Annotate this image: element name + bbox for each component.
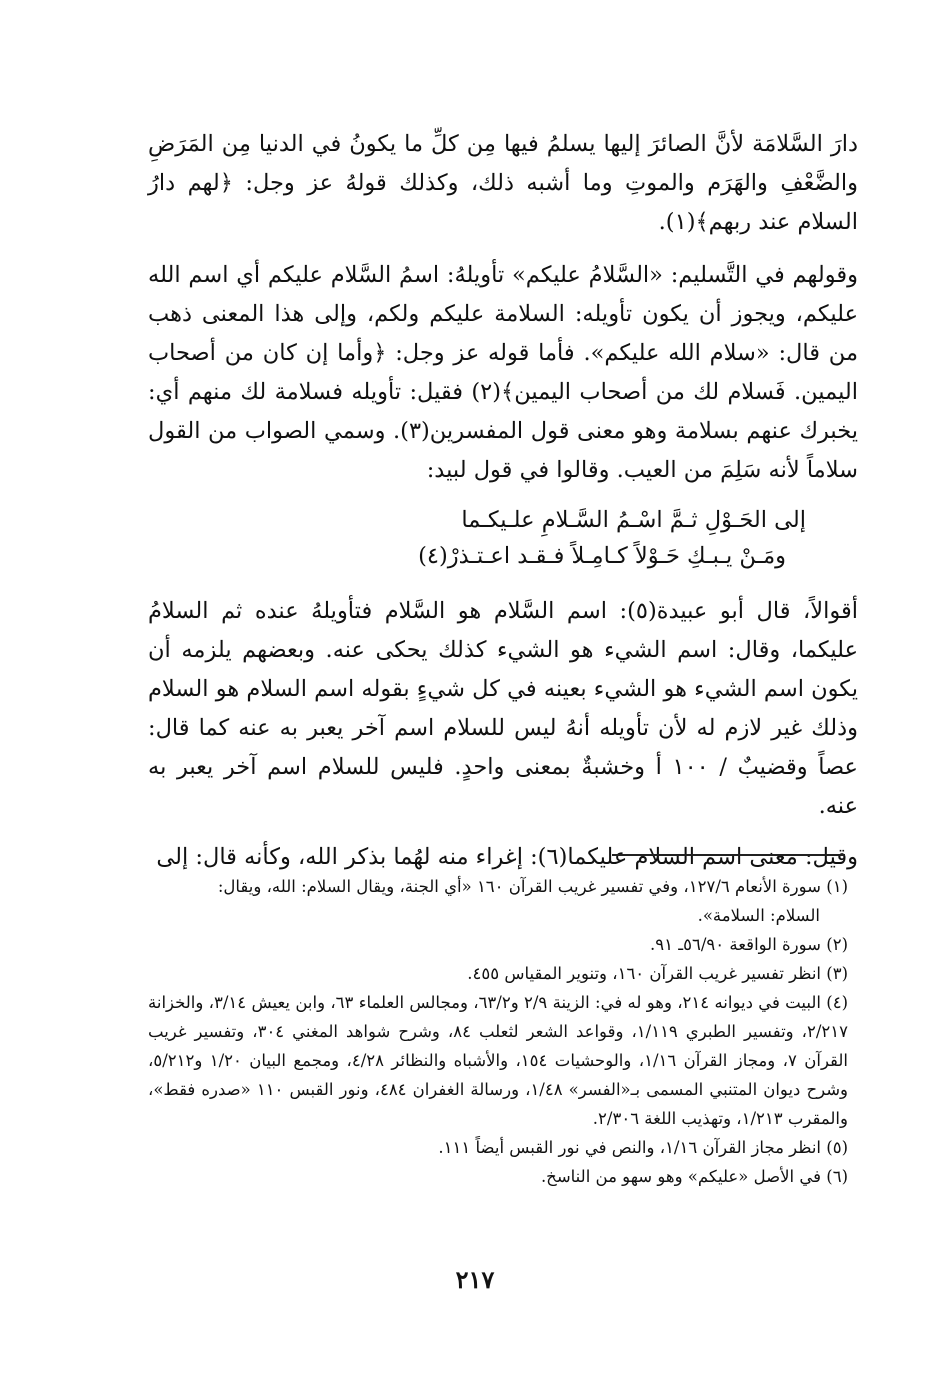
- footnote-1-continuation: السلام: السلامة».: [697, 906, 820, 925]
- footnote-6: (٦) في الأصل «عليكم» وهو سهو من الناسخ.: [540, 1167, 848, 1186]
- poem-verse: [148, 502, 858, 574]
- paragraph-4: وقيل: معنى اسم السلام عليكما(٦): إغراء منه لهُما بذكر الله، وكأنه قال: إلى: [156, 844, 858, 870]
- footnote-3: (٣) انظر تفسير غريب القرآن ١٦٠، وتنوير المقياس ٤٥٥.: [467, 964, 848, 983]
- footnote-2: (٢) سورة الواقعة ٥٦/٩٠ـ ٩١.: [650, 935, 848, 954]
- page-number: ٢١٧: [455, 1265, 495, 1294]
- footnote-4: (٤) البيت في ديوانه ٢١٤، وهو له في: الزينة ٢/٩ و٦٣/٢، ومجالس العلماء ٦٣، وابن يعيش ٣/١٤، والخزانة ٢/٢١٧، وتفسير الطبري ١/١١٩، وقواعد الشعر لثعلب ٨٤، وشرح شواهد المغني ٣٠٤، وتفسير غريب القرآن ٧، ومجاز القرآن ١/١٦، والوحشيات ١٥٤، والأشباه والنظائر ٤/٢٨، ومجمع البيان ١/٢٠ و٥/٢١٢، وشرح ديوان المتنبي المسمى بـ«الفسر» ١/٤٨، ورسالة الغفران ٤٨٤، ونور القبس ١١٠ «صدره فقط»، والمقرب ١/٢١٣، وتهذيب اللغة ٢/٣٠٦.: [148, 993, 849, 1128]
- main-text: [148, 125, 858, 877]
- paragraph-1: دارَ السَّلامَة لأنَّ الصائرَ إليها يسلمُ فيها مِن كلِّ ما يكونُ في الدنيا مِن المَرَضِ والضَّعْفِ والهَرَم والموتِ وما أشبه ذلك، وكذلك قولهُ عز وجل: ﴿لهم دارُ السلام عند ربهم﴾(١).: [148, 131, 858, 235]
- footnote-divider: [612, 854, 845, 856]
- footnotes: [148, 872, 848, 1191]
- paragraph-2: وقولهم في التَّسليم: «السَّلامُ عليكم» تأويلهُ: اسمُ السَّلام عليكم أي اسم الله عليكم، ويجوز أن يكون تأويله: السلامة عليكم ولكم، وإلى هذا المعنى ذهب من قال: «سلام الله عليكم». فأما قوله عز وجل: ﴿وأما إن كان من أصحاب اليمين. فَسلام لك من أصحاب اليمين﴾(٢) فقيل: تأويله فسلامة لك منهم أي: يخبرك عنهم بسلامة وهو معنى قول المفسرين(٣). وسمي الصواب من القول سلاماً لأنه سَلِمَ من العيب. وقالوا في قول لبيد:: [148, 262, 859, 483]
- verse-line-2: ومَـنْ يـبـكِ حَـوْلاً كـامِـلاً فـقـد اعـتـذرْ(٤): [418, 543, 786, 569]
- footnote-5: (٥) انظر مجاز القرآن ١/١٦، والنص في نور القبس أيضاً ١١١.: [438, 1138, 848, 1157]
- paragraph-3: أقوالاً، قال أبو عبيدة(٥): اسم السَّلام هو السَّلام فتأويلهُ عنده ثم السلامُ عليكما، وقال: اسم الشيء هو الشيء كذلك يحكى عنه. وبعضهم يلزمه أن يكون اسم الشيء هو الشيء بعينه في كل شيءٍ بقوله اسم السلام هو السلام وذلك غير لازم له لأن تأويله أنهُ ليس للسلام اسم آخر يعبر به عنه كما قال: عصاً وقضيبٌ / ١٠٠ أ وخشبةٌ بمعنى واحدٍ. فليس للسلام اسم آخر يعبر به عنه.: [148, 598, 858, 819]
- verse-line-1: إلى الحَـوْلِ ثـمَّ اسْـمُ السَّـلامِ علـيكـما: [461, 507, 806, 533]
- footnote-1: (١) سورة الأنعام ١٢٧/٦، وفي تفسير غريب القرآن ١٦٠ «أي الجنة، ويقال السلام: الله، ويقال:: [217, 877, 848, 896]
